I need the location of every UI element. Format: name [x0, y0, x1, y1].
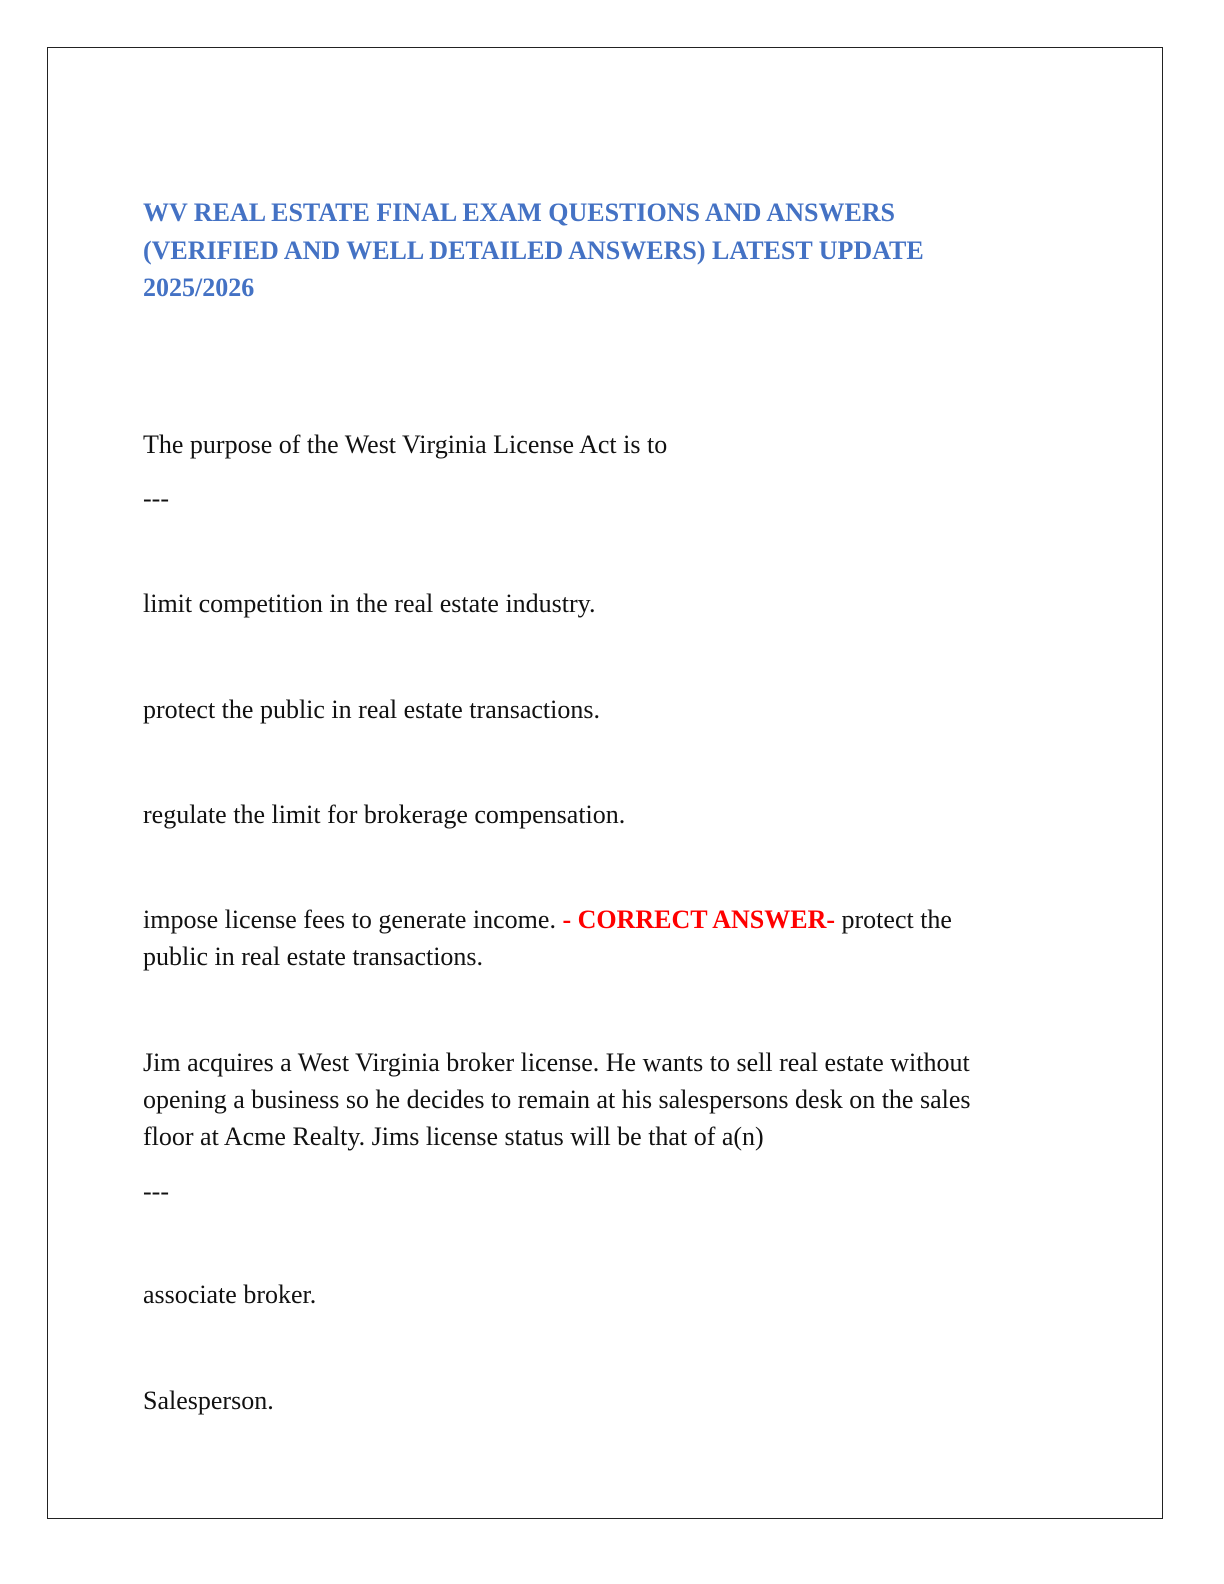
question-1-option-3: regulate the limit for brokerage compensation. — [143, 800, 626, 829]
question-1-separator: --- — [143, 484, 169, 513]
question-2-text: Jim acquires a West Virginia broker license. He wants to sell real estate without opening a business so he decides to remain at his salespersons desk on the sales floor at Acme Realty. Jims license status will be that of a(n) — [143, 1048, 971, 1151]
correct-answer-text: protect the public in real estate transactions. — [143, 905, 952, 971]
question-1-option-2: protect the public in real estate transactions. — [143, 695, 600, 724]
document-title: WV REAL ESTATE FINAL EXAM QUESTIONS AND ANSWERS (VERIFIED AND WELL DETAILED ANSWERS) LATEST UPDATE 2025/2026 — [143, 198, 924, 302]
question-1-option-4-with-answer — [143, 901, 1023, 975]
question-1-option-4: impose license fees to generate income. — [143, 905, 556, 934]
question-2-option-1: associate broker. — [143, 1280, 317, 1309]
question-1-option-1: limit competition in the real estate industry. — [143, 589, 596, 618]
question-2-separator: --- — [143, 1177, 169, 1206]
question-2-option-2: Salesperson. — [143, 1386, 274, 1415]
correct-answer-label: - CORRECT ANSWER- — [562, 905, 836, 934]
question-1-text: The purpose of the West Virginia License Act is to — [143, 430, 668, 459]
